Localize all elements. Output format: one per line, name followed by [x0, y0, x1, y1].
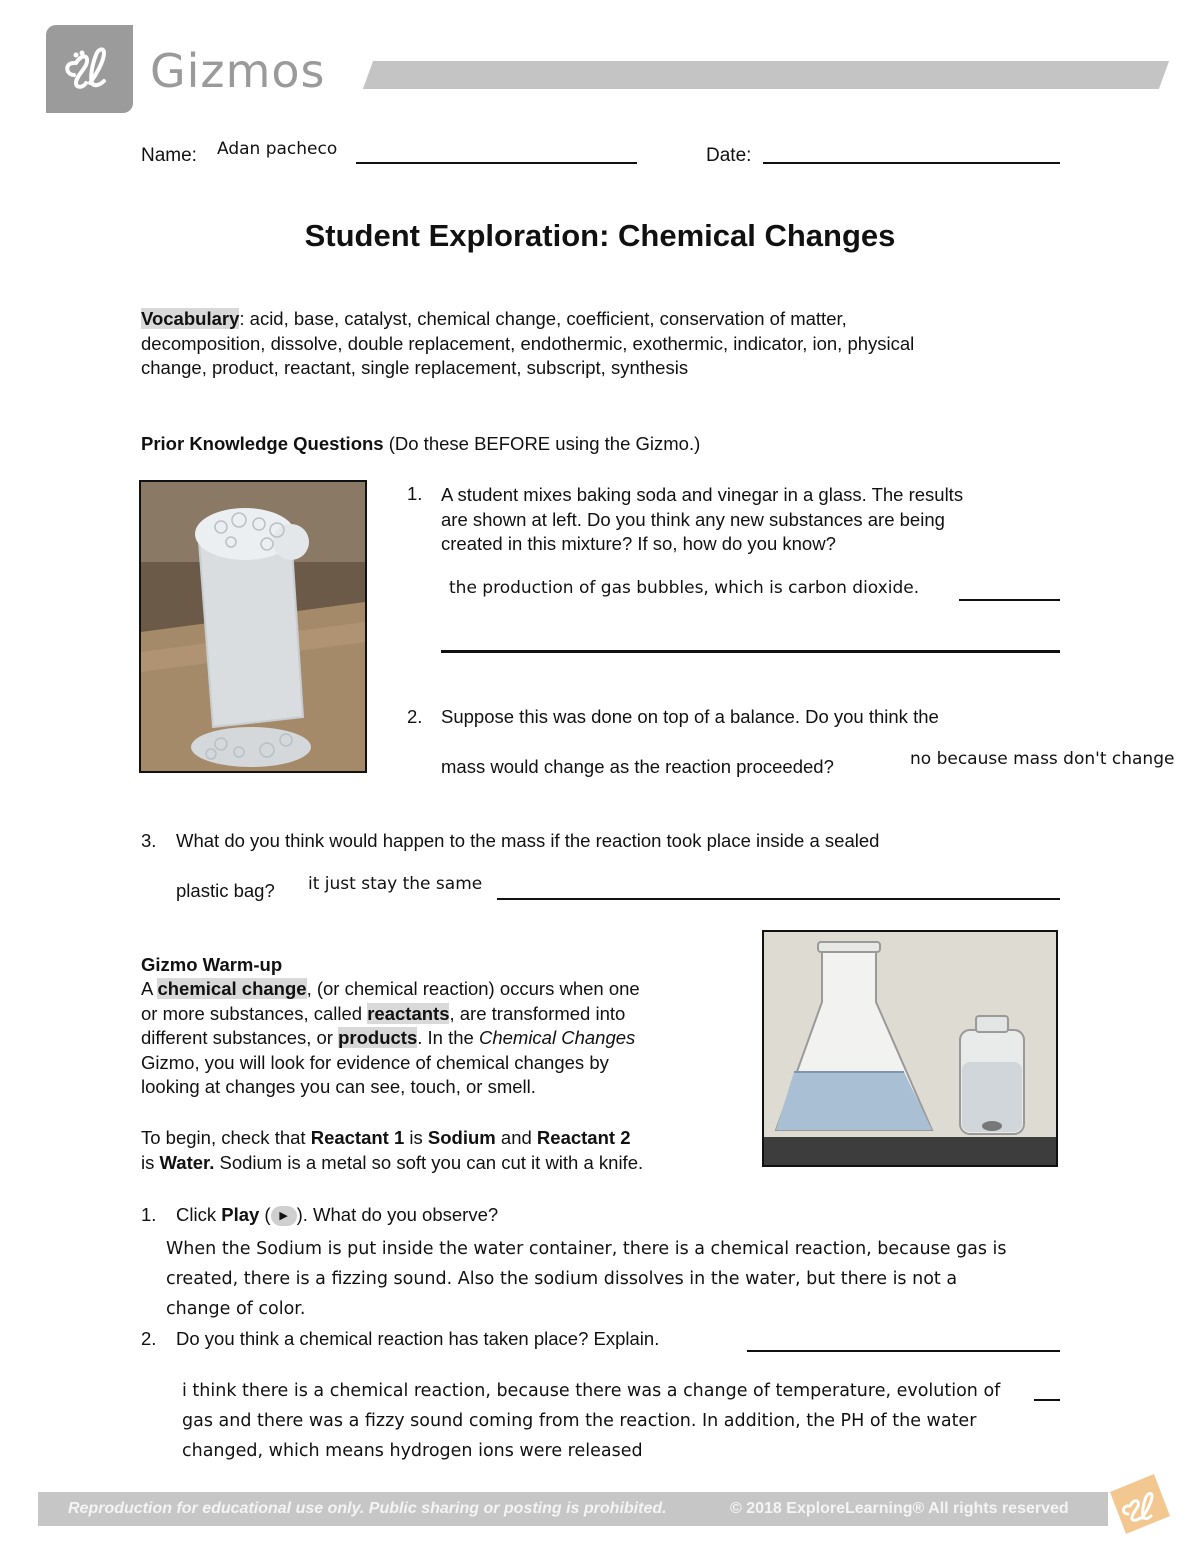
warmup-q1-answer[interactable]: When the Sodium is put inside the water container, there is a chemical reaction, because gas is created, there is a fizzing sound. Also the sodium dissolves in the water, but there is not a change of color.	[166, 1239, 1007, 1319]
flask-and-jar-image	[762, 930, 1058, 1167]
q3-answer-line	[497, 898, 1060, 900]
el-badge-icon	[1104, 1470, 1174, 1538]
el-logo-icon	[46, 25, 133, 113]
term-products: products	[338, 1027, 418, 1048]
brand-title: Gizmos	[150, 44, 326, 98]
vocabulary-label: Vocabulary	[141, 308, 240, 329]
q1-line-2: are shown at left. Do you think any new substances are being	[441, 508, 945, 530]
q2-number: 2.	[407, 706, 423, 727]
q2-line-2: mass would change as the reaction proceeded?	[441, 756, 834, 777]
warmup-heading: Gizmo Warm-up	[141, 954, 283, 975]
explorelearning-logo	[46, 25, 133, 113]
gizmo-name: Chemical Changes	[478, 1027, 636, 1048]
baking-soda-glass-photo	[139, 480, 367, 773]
footer-el-logo	[1104, 1470, 1174, 1538]
play-label: Play	[221, 1204, 260, 1225]
warmup-q2-answer-end-line	[1034, 1399, 1060, 1401]
page-title: Student Exploration: Chemical Changes	[304, 218, 896, 253]
q1-answer-line-2	[441, 650, 1060, 653]
date-field[interactable]	[763, 162, 1060, 164]
warmup-q2-answer-line	[747, 1350, 1060, 1352]
q3-line-1: What do you think would happen to the mass if the reaction took place inside a sealed	[176, 830, 880, 851]
date-label: Date:	[706, 145, 752, 166]
footer-disclaimer: Reproduction for educational use only. Public sharing or posting is prohibited.	[68, 1500, 667, 1517]
play-icon[interactable]: ▶	[271, 1206, 297, 1226]
q3-number: 3.	[141, 830, 157, 851]
q1-answer[interactable]: the production of gas bubbles, which is carbon dioxide.	[449, 578, 920, 598]
header-bar	[363, 61, 1169, 89]
name-value[interactable]: Adan pacheco	[217, 139, 338, 159]
q3-answer[interactable]: it just stay the same	[308, 874, 483, 894]
q1-line-3: created in this mixture? If so, how do you know?	[441, 533, 836, 554]
name-underline	[356, 162, 637, 164]
name-label: Name:	[141, 145, 197, 166]
prior-knowledge-heading	[141, 432, 700, 457]
warmup-paragraph-2: To begin, check that Reactant 1 is Sodium and Reactant 2 is Water. Sodium is a metal so soft you can cut it with a knife.	[141, 1127, 644, 1173]
q1-line-1: A student mixes baking soda and vinegar in a glass. The results	[441, 484, 964, 505]
q1-answer-line-1	[959, 599, 1060, 601]
warmup-q2-answer[interactable]: i think there is a chemical reaction, because there was a change of temperature, evolution of gas and there was a fizzy sound coming from the reaction. In addition, the PH of the water changed, which means hydrogen ions were released	[182, 1381, 1001, 1461]
q2-answer[interactable]: no because mass don't change	[910, 749, 1175, 769]
vocabulary-line-2: decomposition, dissolve, double replacement, endothermic, exothermic, indicator, ion, physical	[141, 332, 915, 354]
warmup-paragraph-1: A chemical change, (or chemical reaction) occurs when one or more substances, called reactants, are transformed into different substances, or products. In the Chemical Changes Gizmo, you will look for evidence of chemical changes by looking at changes you can see, touch, or smell.	[141, 978, 640, 1097]
prior-heading-note: (Do these BEFORE using the Gizmo.)	[383, 433, 701, 454]
term-chemical-change: chemical change	[157, 978, 307, 999]
prior-heading-label: Prior Knowledge Questions	[141, 433, 384, 454]
footer-copyright: © 2018 ExploreLearning® All rights reserved	[730, 1500, 1069, 1517]
vocabulary-line-3: change, product, reactant, single replacement, subscript, synthesis	[141, 357, 689, 378]
vocabulary-line-1: : acid, base, catalyst, chemical change, coefficient, conservation of matter,	[239, 308, 847, 329]
term-reactants: reactants	[367, 1002, 450, 1024]
q3-line-2: plastic bag?	[176, 880, 275, 901]
q2-line-1: Suppose this was done on top of a balance. Do you think the	[441, 706, 939, 727]
q1-number: 1.	[407, 483, 423, 504]
warmup-q2-number: 2.	[141, 1328, 157, 1349]
q1-text	[441, 483, 1081, 557]
warmup-q1-text: Click Play ( ▶ ). What do you observe?	[176, 1204, 499, 1225]
warmup-q2-text: Do you think a chemical reaction has taken place? Explain.	[176, 1328, 660, 1349]
vocabulary	[141, 307, 1101, 381]
warmup-q1-number: 1.	[141, 1204, 157, 1225]
